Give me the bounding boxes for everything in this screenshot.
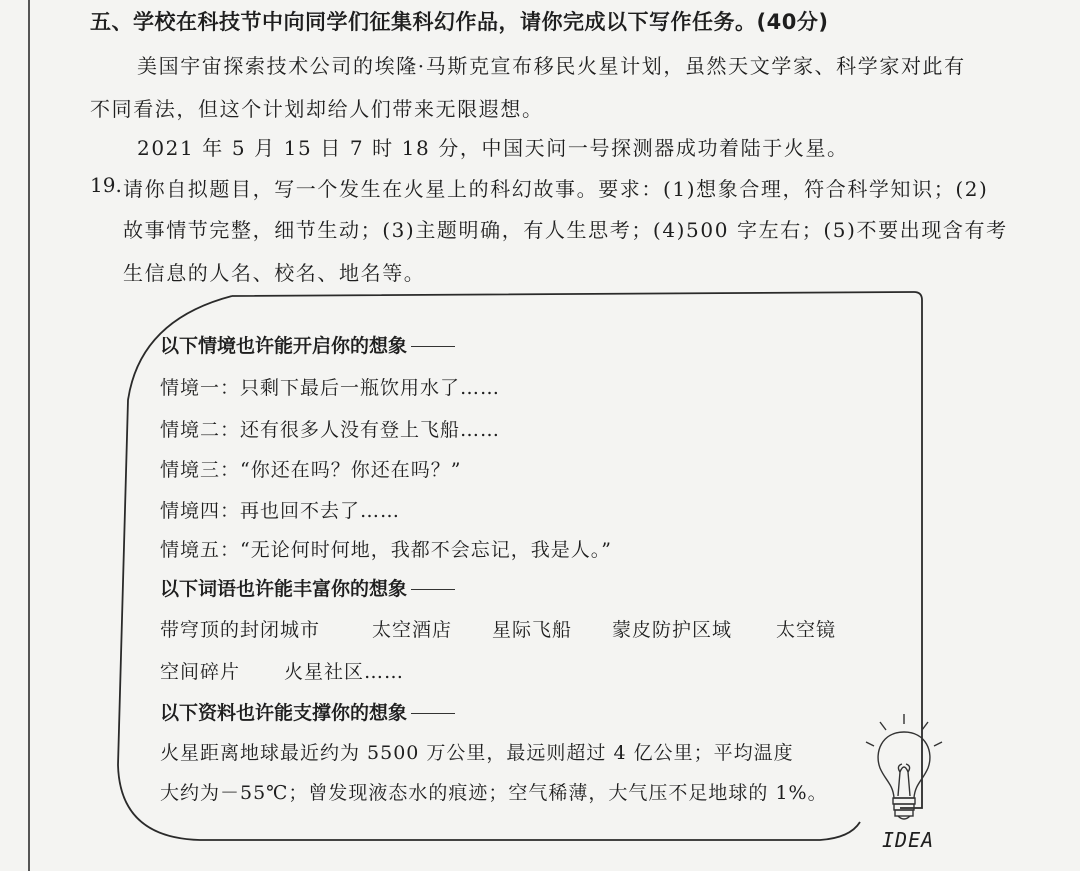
words-heading-text: 以下词语也许能丰富你的想象	[160, 578, 408, 600]
idea-logo	[860, 712, 950, 866]
idea-logo-text: IDEA	[882, 828, 935, 852]
intro-paragraph-2: 2021 年 5 月 15 日 7 时 18 分，中国天问一号探测器成功着陆于火星。	[137, 136, 849, 160]
section-heading: 五、学校在科技节中向同学们征集科幻作品，请你完成以下写作任务。(40分)	[90, 10, 829, 34]
word-item: 太空酒店	[372, 619, 453, 641]
task-number: 19.	[90, 173, 122, 197]
facts-line-2: 大约为－55℃；曾发现液态水的痕迹；空气稀薄，大气压不足地球的 1%。	[160, 782, 828, 804]
facts-heading-text: 以下资料也许能支撑你的想象	[160, 702, 408, 724]
words-heading	[160, 574, 455, 601]
facts-heading	[160, 698, 455, 725]
task-line-1: 请你自拟题目，写一个发生在火星上的科幻故事。要求：(1)想象合理，符合科学知识；(2)	[123, 177, 989, 201]
facts-line-1: 火星距离地球最近约为 5500 万公里，最远则超过 4 亿公里；平均温度	[160, 742, 794, 764]
heading-dash	[411, 589, 455, 590]
scenario-5: 情境五：“无论何时何地，我都不会忘记，我是人。”	[160, 539, 612, 561]
word-item: 太空镜	[776, 619, 837, 641]
scenarios-heading	[160, 331, 455, 358]
word-item: 空间碎片	[160, 661, 241, 683]
heading-dash	[411, 713, 455, 714]
scenario-4: 情境四：再也回不去了……	[160, 500, 401, 522]
word-item: 星际飞船	[492, 619, 573, 641]
scenario-2: 情境二：还有很多人没有登上飞船……	[160, 419, 501, 441]
word-item: 带穹顶的封闭城市	[160, 619, 321, 641]
task-line-3: 生信息的人名、校名、地名等。	[123, 261, 426, 285]
word-item: 蒙皮防护区域	[612, 619, 733, 641]
intro-paragraph-1-line-2: 不同看法，但这个计划却给人们带来无限遐想。	[90, 97, 544, 121]
intro-paragraph-1-line-1: 美国宇宙探索技术公司的埃隆·马斯克宣布移民火星计划，虽然天文学家、科学家对此有	[137, 54, 966, 78]
scenario-1: 情境一：只剩下最后一瓶饮用水了……	[160, 377, 501, 399]
task-line-2: 故事情节完整，细节生动；(3)主题明确，有人生思考；(4)500 字左右；(5)不要出现含有考	[123, 218, 1008, 242]
scenario-3: 情境三：“你还在吗？你还在吗？”	[160, 459, 462, 481]
scenarios-heading-text: 以下情境也许能开启你的想象	[160, 335, 408, 357]
word-item: 火星社区……	[284, 661, 405, 683]
heading-dash	[411, 346, 455, 347]
